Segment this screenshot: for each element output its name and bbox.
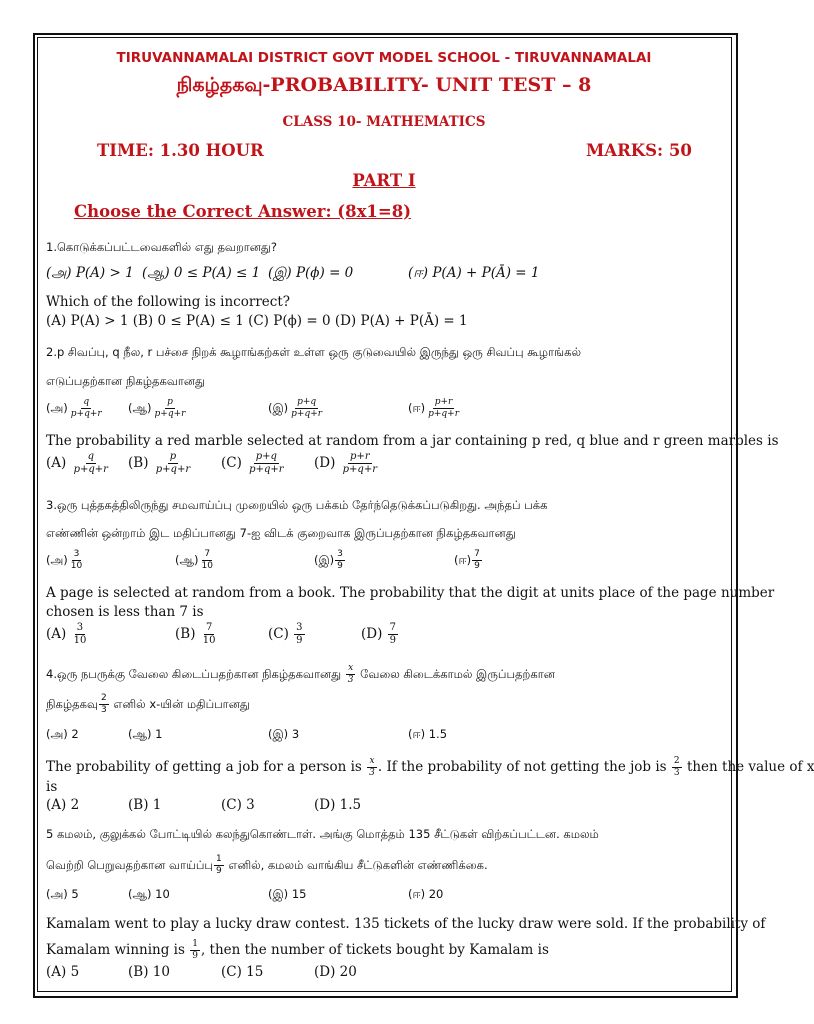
q3-tamil-line1: 3.ஒரு புத்தகத்திலிருந்து சமவாய்ப்பு முறையில் ஒரு பக்கம் தேர்ந்தெடுக்கப்படுகிறது. அந்தப் பக்க: [46, 498, 548, 512]
fraction: $\frac{x}{3}$: [369, 756, 375, 778]
q2-english-option-c: [221, 452, 287, 475]
q5-english-option-a: (A) 5: [46, 964, 80, 980]
option-label: (அ): [46, 401, 68, 415]
option-label: (அ): [46, 553, 68, 567]
q4-tamil-option-c: (இ) 3: [268, 727, 300, 741]
option-label: (D): [314, 455, 336, 471]
q1-english-question: Which of the following is incorrect?: [46, 294, 290, 310]
q1-tamil-option-c: (இ) P(ϕ) = 0: [268, 265, 354, 281]
q3-english-line2: chosen is less than 7 is: [46, 604, 204, 620]
fraction: $\frac{q}{p+q+r}$: [73, 451, 108, 475]
fraction: $\frac{3}{9}$: [296, 622, 303, 646]
fraction: $\frac{p+r}{p+q+r}$: [342, 451, 377, 475]
q3-tamil-line2: எண்ணின் ஒன்றாம் இட மதிப்பானது 7-ஐ விடக் குறைவாக இருப்பதற்கான நிகழ்தகவானது: [46, 526, 516, 540]
fraction: $\frac{p+q}{p+q+r}$: [249, 451, 284, 475]
q4-tamil-option-a: (அ) 2: [46, 727, 79, 741]
q5-english-line1: Kamalam went to play a lucky draw contest. 135 tickets of the lucky draw were sold. If the probability of: [46, 916, 766, 932]
q2-tamil-option-d: [408, 398, 462, 419]
option-label: (இ): [314, 553, 335, 567]
q4-english-option-d: (D) 1.5: [314, 797, 362, 813]
q3-tamil-option-c: [314, 550, 346, 571]
q2-english-question: The probability a red marble selected at random from a jar containing p red, q blue and r green marbles is: [46, 433, 779, 449]
q3-tamil-option-a: [46, 550, 85, 571]
q4-english-option-b: (B) 1: [128, 797, 162, 813]
option-label: (C): [268, 626, 289, 642]
q4-english-option-c: (C) 3: [221, 797, 255, 813]
fraction: $\frac{7}{10}$: [201, 549, 213, 571]
school-name: TIRUVANNAMALAI DISTRICT GOVT MODEL SCHOOL - TIRUVANNAMALAI: [116, 50, 652, 66]
q1-tamil-question: 1.கொடுக்கப்பட்டவைகளில் எது தவறானது?: [46, 240, 278, 254]
q2-tamil-line2: எடுப்பதற்கான நிகழ்தகவானது: [46, 374, 205, 388]
q2-english-option-d: [314, 452, 380, 475]
option-label: (A): [46, 455, 67, 471]
option-label: (B): [175, 626, 196, 642]
option-label: (A): [46, 626, 67, 642]
fraction: $\frac{p}{p+q+r}$: [155, 451, 191, 475]
q5-tamil-option-d: (ஈ) 20: [408, 887, 444, 901]
fraction: $\frac{3}{10}$: [73, 622, 87, 646]
q1-tamil-option-d: (ஈ) P(A) + P(Ā) = 1: [408, 265, 540, 281]
option-label: (ஈ): [454, 553, 472, 567]
q3-english-line1: A page is selected at random from a book. The probability that the digit at units place of the page number: [46, 585, 775, 601]
option-label: (இ): [268, 401, 289, 415]
fraction: $\frac{p+q}{p+q+r}$: [291, 397, 323, 419]
test-title: [0, 74, 768, 99]
q3-tamil-option-d: [454, 550, 483, 571]
q3-english-option-a: [46, 623, 89, 646]
fraction: $\frac{2}{3}$: [673, 756, 680, 778]
q3-english-option-c: [268, 623, 306, 646]
q4-tamil-option-d: (ஈ) 1.5: [408, 727, 448, 741]
q5-tamil-option-a: (அ) 5: [46, 887, 79, 901]
fraction: $\frac{p}{p+q+r}$: [154, 397, 186, 419]
q5-english-option-b: (B) 10: [128, 964, 170, 980]
option-label: (ஈ): [408, 401, 426, 415]
fraction: $\frac{7}{9}$: [389, 622, 397, 646]
fraction: $\frac{3}{10}$: [70, 549, 83, 571]
q5-tamil-option-c: (இ) 15: [268, 887, 307, 901]
fraction: $\frac{2}{3}$: [101, 693, 107, 715]
option-label: (B): [128, 455, 149, 471]
q3-english-option-b: [175, 623, 219, 646]
q2-tamil-line1: 2.p சிவப்பு, q நீல, r பச்சை நிறக் கூழாங்கற்கள் உள்ள ஒரு குடுவையில் இருந்து ஒரு சிவப்பு கூழாங்கல்: [46, 345, 582, 359]
q2-tamil-option-c: [268, 398, 325, 419]
q1-tamil-options: [46, 265, 260, 283]
q3-tamil-option-b: [175, 550, 216, 571]
marks-label: MARKS: 50: [586, 141, 692, 160]
fraction: $\frac{p+r}{p+q+r}$: [428, 397, 460, 419]
q1-tamil-option-a: (அ) P(A) > 1: [46, 265, 134, 281]
part-heading: PART I: [352, 171, 416, 190]
q2-tamil-option-a: [46, 398, 105, 419]
fraction: $\frac{1}{9}$: [192, 939, 198, 961]
fraction: $\frac{3}{9}$: [337, 549, 343, 571]
fraction: $\frac{x}{3}$: [347, 663, 354, 685]
title-english: -PROBABILITY- UNIT TEST – 8: [262, 74, 592, 96]
fraction: $\frac{q}{p+q+r}$: [70, 397, 102, 419]
q1-tamil-option-b: (ஆ) 0 ≤ P(A) ≤ 1: [141, 265, 261, 281]
q4-english-line1: The probability of getting a job for a person is $\frac{x}{3}$ . If the probability of not getting the job is $\frac{2}{3}$ then the value of x: [46, 756, 814, 778]
q5-tamil-option-b: (ஆ) 10: [128, 887, 170, 901]
q4-tamil-line1: 4.ஒரு நபருக்கு வேலை கிடைப்பதற்கான நிகழ்தகவானது $\frac{x}{3}$ வேலை கிடைக்காமல் இருப்பதற்கான: [46, 663, 555, 685]
q4-english-option-a: (A) 2: [46, 797, 80, 813]
q3-english-option-d: [361, 623, 399, 646]
q2-english-option-b: [128, 452, 193, 475]
fraction: $\frac{7}{9}$: [474, 549, 480, 571]
q1-english-options: (A) P(A) > 1 (B) 0 ≤ P(A) ≤ 1 (C) P(ϕ) = 0 (D) P(A) + P(Ā) = 1: [46, 313, 468, 329]
q4-tamil-line2: நிகழ்தகவு $\frac{2}{3}$ எனில் x-யின் மதிப்பானது: [46, 693, 250, 715]
fraction: $\frac{1}{9}$: [215, 854, 222, 876]
option-label: (D): [361, 626, 383, 642]
class-subject: CLASS 10- MATHEMATICS: [282, 114, 486, 130]
q2-english-option-a: [46, 452, 111, 475]
fraction: $\frac{7}{10}$: [202, 622, 216, 646]
option-label: (ஆ): [128, 401, 152, 415]
instruction: Choose the Correct Answer: (8x1=8): [74, 202, 412, 221]
q5-tamil-line1: 5 கமலம், குலுக்கல் போட்டியில் கலந்துகொண்டாள். அங்கு மொத்தம் 135 சீட்டுகள் விற்கப்பட்டன. கமலம்: [46, 827, 599, 841]
q5-english-line2: Kamalam winning is $\frac{1}{9}$ , then the number of tickets bought by Kamalam is: [46, 939, 549, 961]
q4-tamil-option-b: (ஆ) 1: [128, 727, 163, 741]
title-tamil: நிகழ்தகவு: [176, 74, 263, 96]
q4-english-line2: is: [46, 779, 58, 795]
option-label: (ஆ): [175, 553, 199, 567]
q5-english-option-d: (D) 20: [314, 964, 357, 980]
q2-tamil-option-b: [128, 398, 188, 419]
q5-tamil-line2: வெற்றி பெறுவதற்கான வாய்ப்பு $\frac{1}{9}$ எனில், கமலம் வாங்கிய சீட்டுகளின் எண்ணிக்கை.: [46, 854, 488, 876]
q5-english-option-c: (C) 15: [221, 964, 264, 980]
option-label: (C): [221, 455, 242, 471]
time-label: TIME: 1.30 HOUR: [97, 141, 264, 160]
